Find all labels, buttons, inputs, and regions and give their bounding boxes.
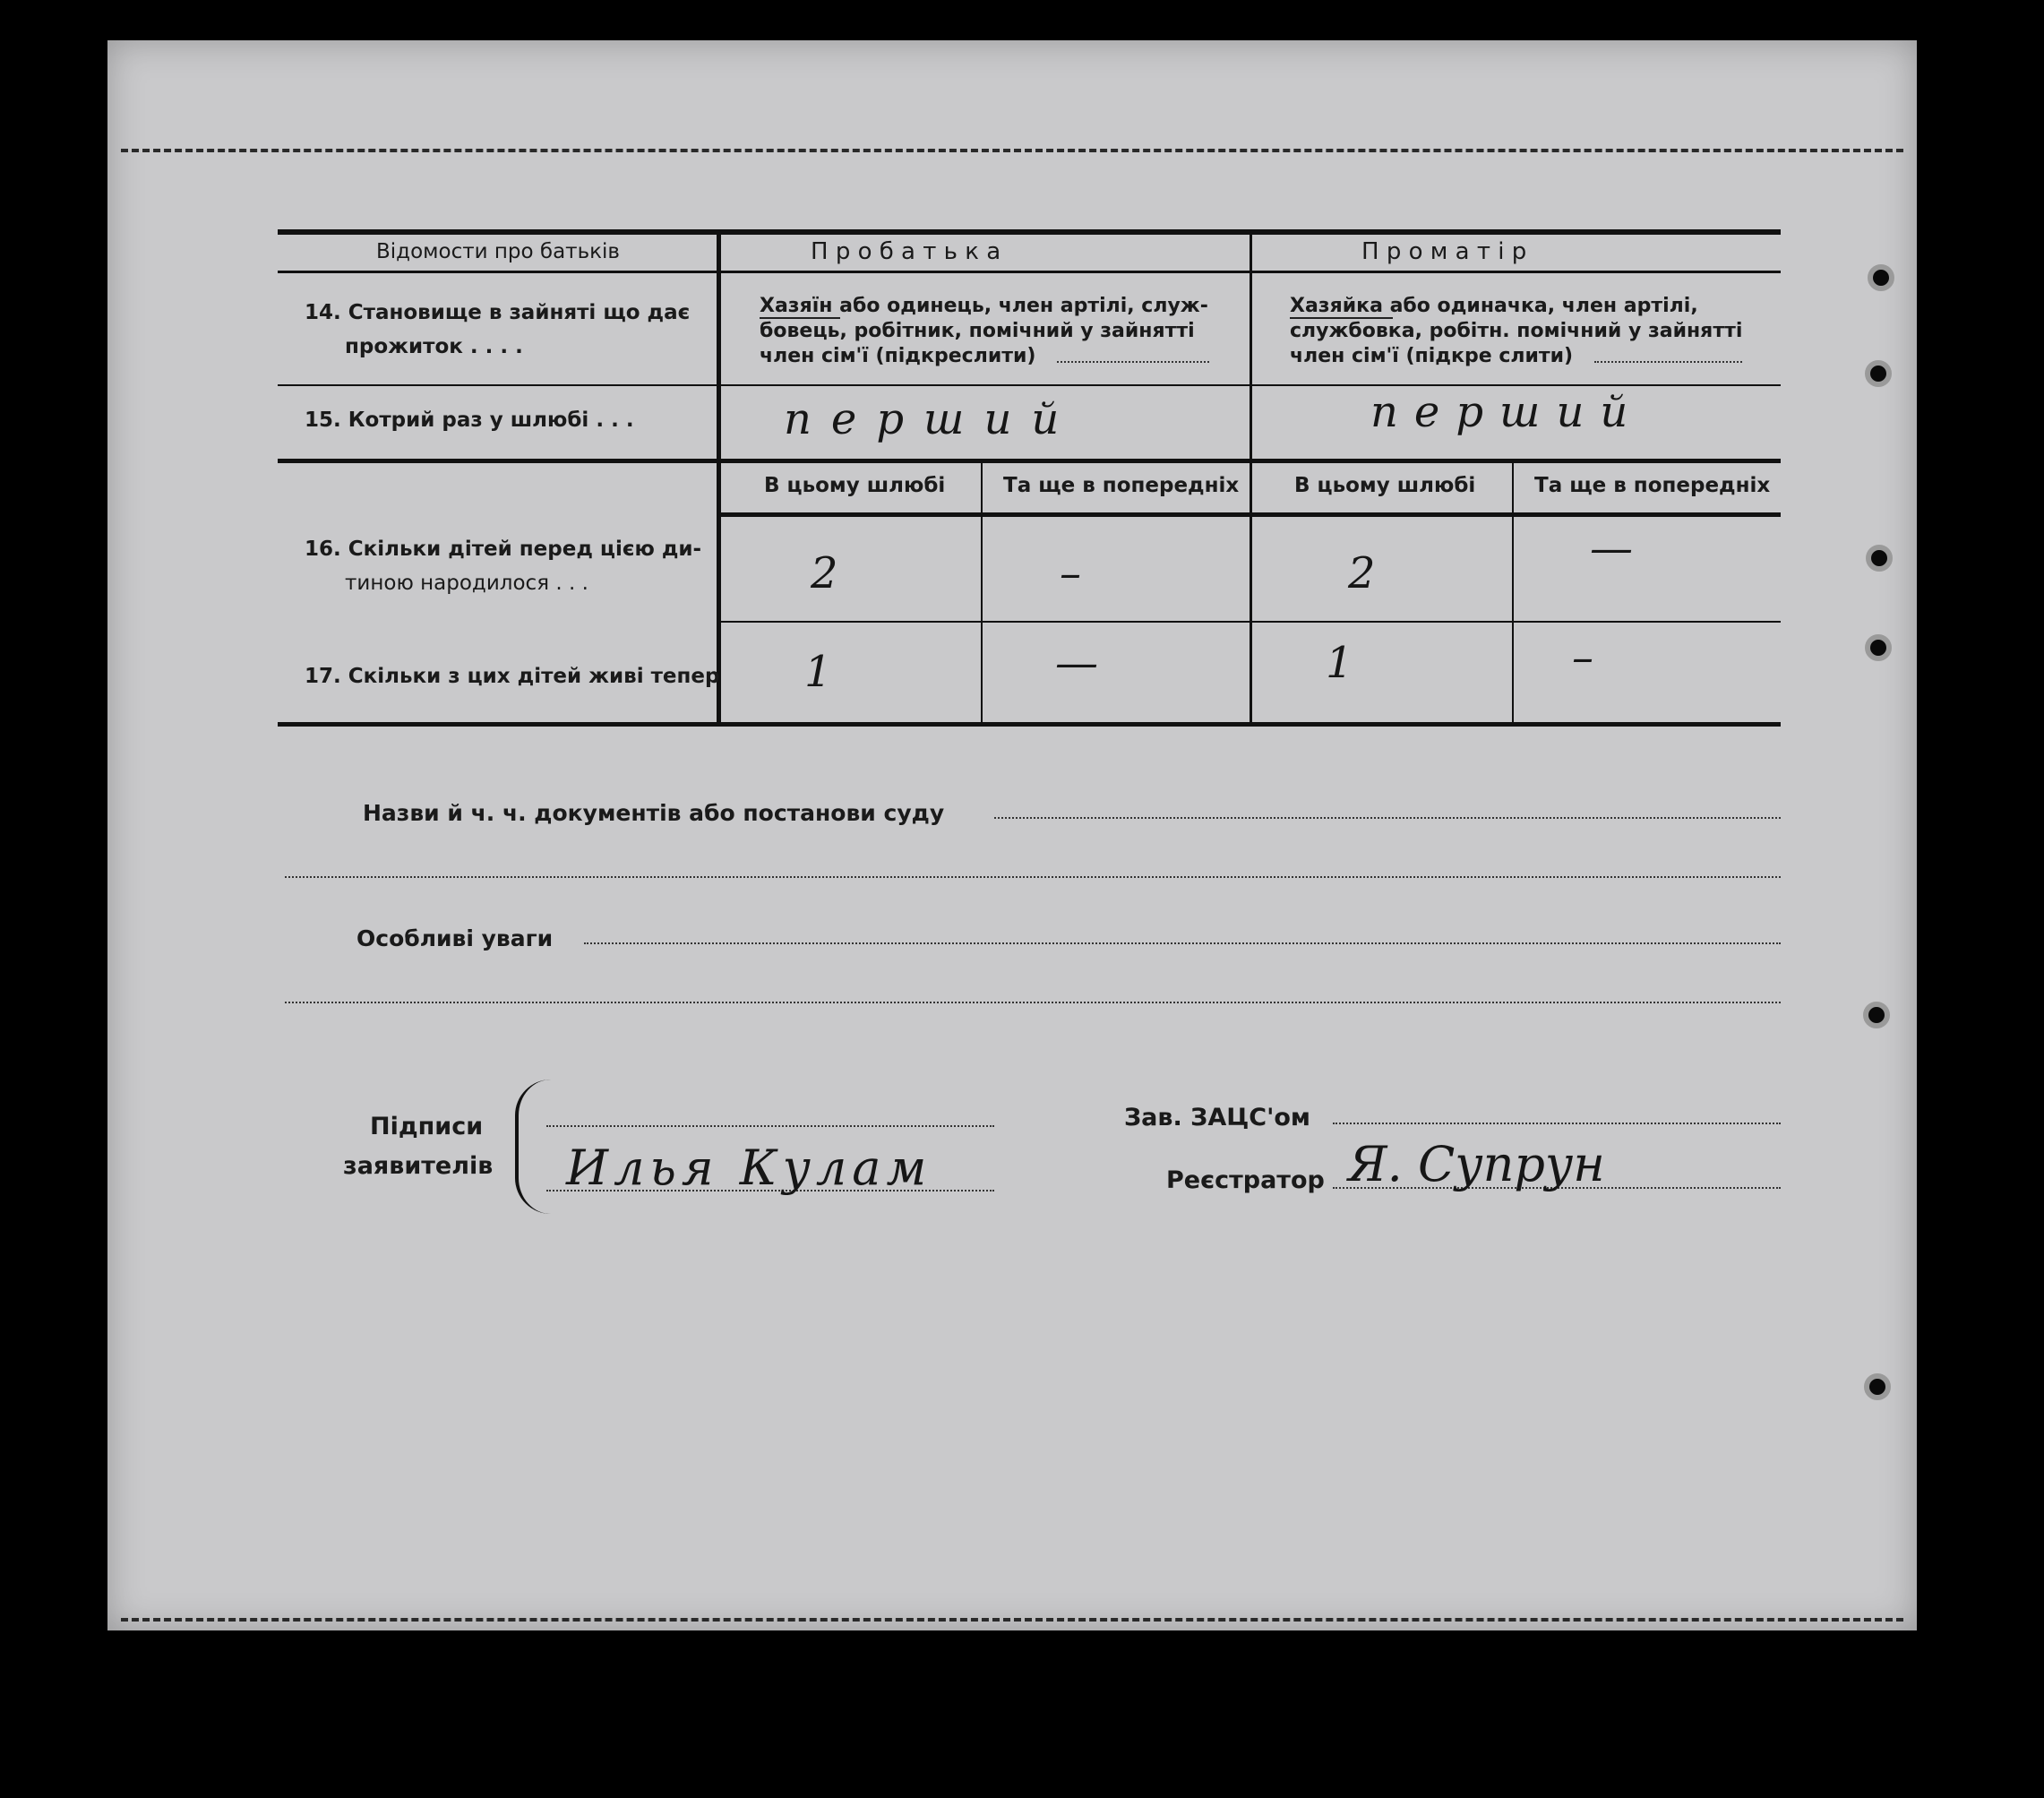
row14-father-line3: член сім'ї (підкреслити) bbox=[760, 345, 1036, 367]
row14-label-line2: прожиток . . . . bbox=[345, 335, 523, 358]
header-about-father: П р о б а т ь к а bbox=[811, 238, 1001, 265]
subheader-father-previous: Та ще в попередніх bbox=[1003, 474, 1240, 497]
row16-father-prev: – bbox=[1060, 548, 1081, 598]
row14-father-line1: Хазяїн або одинець, член артілі, служ- bbox=[760, 295, 1208, 317]
document-page bbox=[107, 40, 1917, 1630]
row17-mother-prev: – bbox=[1572, 632, 1593, 683]
row16-father-this: 2 bbox=[811, 548, 838, 598]
row16-label-line2: тиною народилося . . . bbox=[345, 572, 588, 595]
row16-mother-this: 2 bbox=[1348, 548, 1376, 598]
documents-field-line2 bbox=[285, 876, 1781, 878]
top-perforation bbox=[121, 149, 1903, 152]
row14-father-line2: бовець, робітник, помічний у зайнятті bbox=[760, 320, 1195, 342]
binder-hole bbox=[1863, 1002, 1890, 1028]
row15-label: 15. Котрий раз у шлюбі . . . bbox=[305, 409, 634, 432]
row17-father-prev: — bbox=[1055, 638, 1098, 688]
binder-hole bbox=[1868, 264, 1894, 291]
registrar-label: Реєстратор bbox=[1166, 1166, 1325, 1194]
header-about-mother: П р о м а т і р bbox=[1361, 238, 1527, 265]
header-parents-info: Відомости про батьків bbox=[376, 240, 620, 263]
subheader-father-this-marriage: В цьому шлюбі bbox=[764, 474, 946, 497]
registrar-signature: Я. Супрун bbox=[1348, 1136, 1605, 1192]
applicants-signatures-label-line1: Підписи bbox=[370, 1113, 484, 1140]
row14-mother-line2: службовка, робітн. помічний у зайнятті bbox=[1290, 320, 1743, 342]
remarks-label: Особливі уваги bbox=[356, 925, 554, 951]
binder-hole bbox=[1865, 360, 1892, 387]
row17-label: 17. Скільки з цих дітей живі тепер bbox=[305, 665, 720, 688]
applicants-signatures-label-line2: заявителів bbox=[343, 1152, 494, 1180]
applicant-signature: Илья Кулам bbox=[566, 1140, 932, 1196]
row15-mother-value: перший bbox=[1370, 387, 1645, 437]
applicant-signature-line1 bbox=[546, 1125, 994, 1127]
row14-label-line1: 14. Становище в зайняті що дає bbox=[305, 301, 691, 324]
row15-father-value: перший bbox=[784, 394, 1079, 444]
bottom-perforation bbox=[121, 1618, 1903, 1622]
row14-mother-line1: Хазяйка або одиначка, член артілі, bbox=[1290, 295, 1698, 317]
head-of-registry-label: Зав. ЗАЦС'ом bbox=[1124, 1104, 1310, 1131]
subheader-mother-previous: Та ще в попередніх bbox=[1534, 474, 1771, 497]
row16-mother-prev: — bbox=[1590, 523, 1633, 573]
head-of-registry-line bbox=[1333, 1123, 1781, 1124]
row17-mother-this: 1 bbox=[1326, 638, 1353, 688]
row17-father-this: 1 bbox=[804, 647, 832, 697]
binder-hole bbox=[1865, 634, 1892, 661]
binder-hole bbox=[1864, 1373, 1891, 1400]
documents-field-line1 bbox=[994, 817, 1781, 819]
row14-mother-dots bbox=[1594, 361, 1742, 363]
remarks-field-line1 bbox=[584, 942, 1781, 944]
remarks-field-line2 bbox=[285, 1002, 1781, 1003]
documents-label: Назви й ч. ч. документів або постанови суду bbox=[363, 800, 945, 826]
applicants-brace bbox=[515, 1080, 554, 1214]
row14-mother-line3: член сім'ї (підкре слити) bbox=[1290, 345, 1574, 367]
subheader-mother-this-marriage: В цьому шлюбі bbox=[1294, 474, 1476, 497]
row16-label-line1: 16. Скільки дітей перед цією ди- bbox=[305, 538, 702, 561]
binder-hole bbox=[1866, 545, 1893, 572]
row14-father-dots bbox=[1057, 361, 1209, 363]
